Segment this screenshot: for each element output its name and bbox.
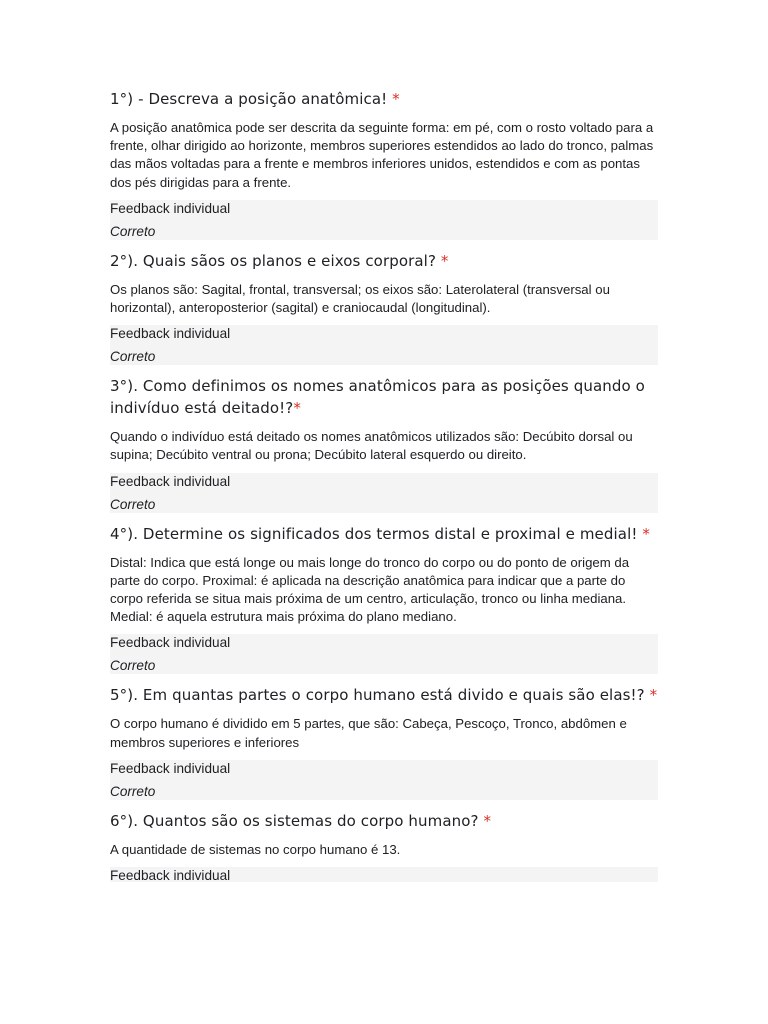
feedback-text: Correto — [110, 223, 156, 239]
feedback-box — [110, 760, 658, 800]
required-asterisk: * — [392, 90, 400, 108]
question-4 — [110, 523, 658, 675]
feedback-box — [110, 473, 658, 513]
question-2 — [110, 250, 658, 365]
feedback-text: Correto — [110, 658, 156, 674]
question-title-text: 3°). Como definimos os nomes anatômicos para as posições quando o indivíduo está deitado!? — [110, 377, 645, 418]
feedback-label: Feedback individual — [110, 635, 231, 651]
feedback-box — [110, 867, 658, 882]
question-1 — [110, 88, 658, 240]
question-title-text: 2°). Quais sãos os planos e eixos corporal? — [110, 251, 437, 270]
question-title-text: 5°). Em quantas partes o corpo humano está divido e quais são elas!? — [110, 686, 645, 705]
form-content — [110, 88, 658, 892]
question-6 — [110, 810, 658, 882]
question-title — [110, 810, 658, 832]
required-asterisk: * — [293, 399, 301, 418]
question-title-text: 4°). Determine os significados dos termos distal e proximal e medial! — [110, 524, 638, 543]
answer-text: O corpo humano é dividido em 5 partes, que são: Cabeça, Pescoço, Tronco, abdômen e membros superiores e inferiores — [110, 716, 627, 750]
required-asterisk: * — [483, 811, 492, 830]
required-asterisk: * — [440, 251, 449, 270]
feedback-text: Correto — [110, 783, 156, 799]
feedback-label: Feedback individual — [110, 760, 231, 776]
feedback-text: Correto — [110, 349, 156, 365]
answer-text: Quando o indivíduo está deitado os nomes anatômicos utilizados são: Decúbito dorsal ou supina; Decúbito ventral ou prona; Decúbito lateral esquerdo ou direito. — [110, 429, 633, 463]
answer-text: Distal: Indica que está longe ou mais longe do tronco do corpo ou do ponto de origem da parte do corpo. Proximal: é aplicada na descrição anatômica para indicar que a parte do corpo referida se situa mais próxima de um centro, articulação, tronco ou linha mediana. Medial: é aquela estrutura mais próxima do plano mediano. — [110, 554, 630, 625]
feedback-label: Feedback individual — [110, 200, 231, 216]
question-title — [110, 375, 658, 419]
answer-text: A posição anatômica pode ser descrita da seguinte forma: em pé, com o rosto voltado para a frente, olhar dirigido ao horizonte, membros superiores estendidos ao lado do tronco, palmas das mãos voltadas para a frente e membros inferiores unidos, estendidos e com as pontas dos pés dirigidas para a frente. — [110, 120, 654, 190]
question-title — [110, 684, 658, 706]
feedback-label: Feedback individual — [110, 868, 231, 883]
feedback-text: Correto — [110, 496, 156, 512]
feedback-box — [110, 325, 658, 365]
feedback-box — [110, 634, 658, 674]
question-title-text: 1°) - Descreva a posição anatômica! — [110, 90, 388, 108]
question-title-text: 6°). Quantos são os sistemas do corpo humano? — [110, 811, 479, 830]
feedback-label: Feedback individual — [110, 326, 231, 342]
question-title — [110, 250, 658, 272]
required-asterisk: * — [642, 524, 650, 543]
required-asterisk: * — [649, 686, 658, 705]
answer-text: A quantidade de sistemas no corpo humano é 13. — [110, 841, 401, 857]
question-3 — [110, 375, 658, 512]
feedback-box — [110, 200, 658, 240]
answer-text: Os planos são: Sagital, frontal, transversal; os eixos são: Laterolateral (transversal ou horizontal), anteroposterior (sagital) e craniocaudal (longitudinal). — [110, 281, 610, 316]
question-title — [110, 523, 658, 545]
question-5 — [110, 684, 658, 799]
question-title — [110, 88, 658, 110]
feedback-label: Feedback individual — [110, 473, 231, 489]
